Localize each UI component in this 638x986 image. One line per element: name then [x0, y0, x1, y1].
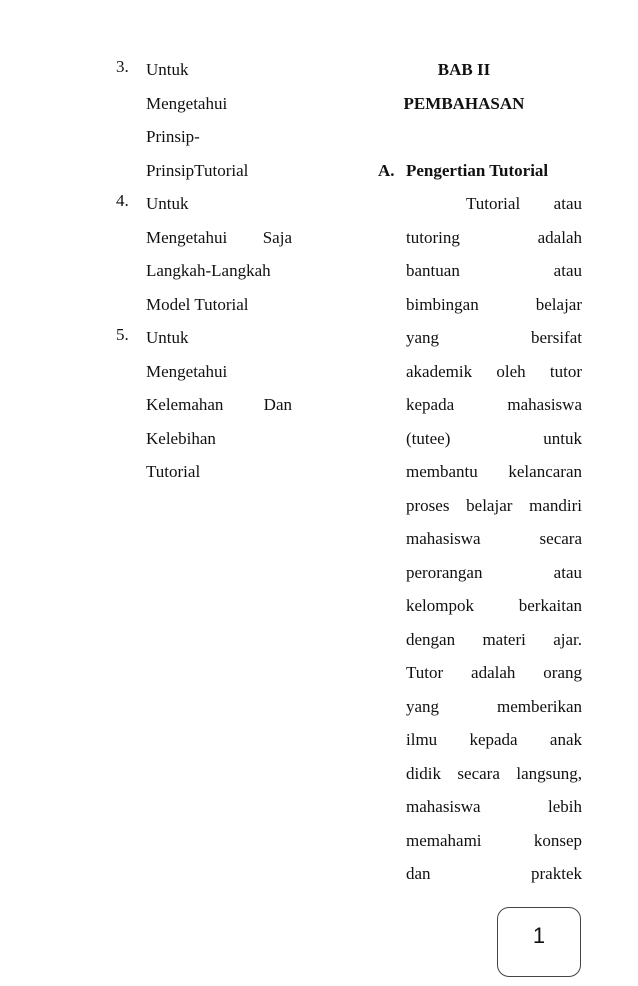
word: akademik	[406, 361, 473, 381]
text-line	[406, 325, 582, 359]
word: oleh	[496, 361, 526, 381]
word: lebih	[548, 797, 582, 816]
word: orang	[543, 663, 582, 682]
word: kepada	[469, 730, 518, 749]
text-line	[146, 225, 292, 259]
text-line	[406, 392, 582, 426]
text-line	[406, 627, 582, 661]
word: Mengetahui	[146, 227, 228, 247]
section-letter: A.	[378, 160, 395, 180]
word: ajar.	[553, 629, 582, 649]
text-line	[146, 325, 292, 359]
text-line	[146, 459, 292, 493]
word: Langkah-Langkah	[146, 261, 271, 280]
word: Tutorial	[146, 462, 201, 481]
word: bersifat	[531, 328, 582, 347]
word: belajar	[466, 495, 513, 515]
word: Untuk	[146, 328, 189, 347]
word: anak	[549, 730, 582, 749]
list-item	[116, 325, 292, 493]
text-line	[146, 191, 292, 225]
text-line	[406, 560, 582, 594]
word: memahami	[406, 830, 482, 850]
word: yang	[406, 328, 440, 347]
word: dan	[406, 864, 431, 883]
word: konsep	[533, 830, 582, 850]
word: mahasiswa	[406, 797, 481, 816]
word: belajar	[535, 294, 582, 314]
word: Model Tutorial	[146, 294, 249, 314]
word: Mengetahui	[146, 93, 228, 113]
word: Dan	[263, 395, 292, 414]
text-line	[406, 660, 582, 694]
word: kepada	[406, 395, 455, 414]
word: tutor	[549, 361, 582, 381]
word: tutoring	[406, 227, 460, 247]
text-line	[406, 828, 582, 862]
text-line	[406, 493, 582, 527]
body-paragraph	[406, 191, 582, 895]
word: adalah	[471, 663, 516, 682]
word: Untuk	[146, 60, 189, 79]
text-line	[406, 292, 582, 326]
list-item	[116, 57, 292, 191]
text-line	[406, 727, 582, 761]
word: memberikan	[497, 696, 582, 716]
word: kelancaran	[508, 462, 582, 481]
list-number: 4.	[116, 191, 129, 210]
list-item	[116, 191, 292, 325]
blank-line	[378, 124, 584, 158]
chapter-number: BAB II	[437, 60, 491, 79]
word: proses	[406, 495, 450, 515]
word: untuk	[543, 428, 582, 448]
page-number: 1	[532, 923, 546, 948]
word: didik	[406, 763, 441, 783]
word: perorangan	[406, 562, 483, 582]
word: yang	[406, 696, 440, 716]
word: Prinsip-	[146, 127, 200, 146]
text-line	[146, 91, 292, 125]
text-line	[406, 694, 582, 728]
word: atau	[553, 261, 582, 280]
word: Kelemahan	[146, 395, 224, 414]
word: secara	[539, 529, 582, 548]
text-line	[406, 258, 582, 292]
word: bantuan	[406, 261, 460, 280]
word: ilmu	[406, 730, 438, 749]
text-line	[406, 761, 582, 795]
text-line	[406, 359, 582, 393]
text-line	[406, 191, 582, 225]
word: praktek	[531, 864, 582, 883]
word: mahasiswa	[507, 395, 582, 414]
text-line	[406, 794, 582, 828]
word: materi	[482, 629, 526, 649]
word: (tutee)	[406, 428, 451, 448]
word: berkaitan	[518, 596, 582, 615]
word: atau	[553, 194, 582, 213]
word: Tutor	[406, 663, 444, 682]
text-line	[406, 459, 582, 493]
word: langsung,	[516, 763, 582, 783]
word: adalah	[537, 227, 582, 247]
word: mandiri	[529, 495, 582, 515]
text-line	[406, 861, 582, 895]
section-heading	[378, 158, 584, 192]
list-number: 5.	[116, 325, 129, 344]
text-line	[406, 225, 582, 259]
word: Kelebihan	[146, 428, 216, 448]
word: secara	[457, 763, 500, 783]
text-line	[406, 526, 582, 560]
text-line	[146, 359, 292, 393]
word: bimbingan	[406, 294, 479, 314]
page-number-box	[497, 907, 581, 977]
text-line	[146, 392, 292, 426]
text-line	[146, 258, 292, 292]
text-line	[406, 593, 582, 627]
text-line	[146, 57, 292, 91]
word: kelompok	[406, 596, 474, 615]
chapter-title: PEMBAHASAN	[403, 93, 525, 113]
objectives-list	[116, 57, 292, 493]
word: atau	[553, 562, 582, 582]
text-line	[146, 292, 292, 326]
word: dengan	[406, 629, 456, 649]
word: Tutorial	[466, 194, 521, 213]
word: PrinsipTutorial	[146, 160, 249, 180]
text-line	[146, 124, 292, 158]
text-line	[406, 426, 582, 460]
section-title: Pengertian Tutorial	[406, 160, 549, 180]
word: mahasiswa	[406, 529, 481, 548]
list-number: 3.	[116, 57, 129, 76]
word: membantu	[406, 462, 478, 481]
text-line	[146, 426, 292, 460]
word: Mengetahui	[146, 361, 228, 381]
word: Saja	[262, 227, 292, 247]
chapter-content	[378, 57, 584, 895]
word: Untuk	[146, 194, 189, 213]
text-line	[146, 158, 292, 192]
